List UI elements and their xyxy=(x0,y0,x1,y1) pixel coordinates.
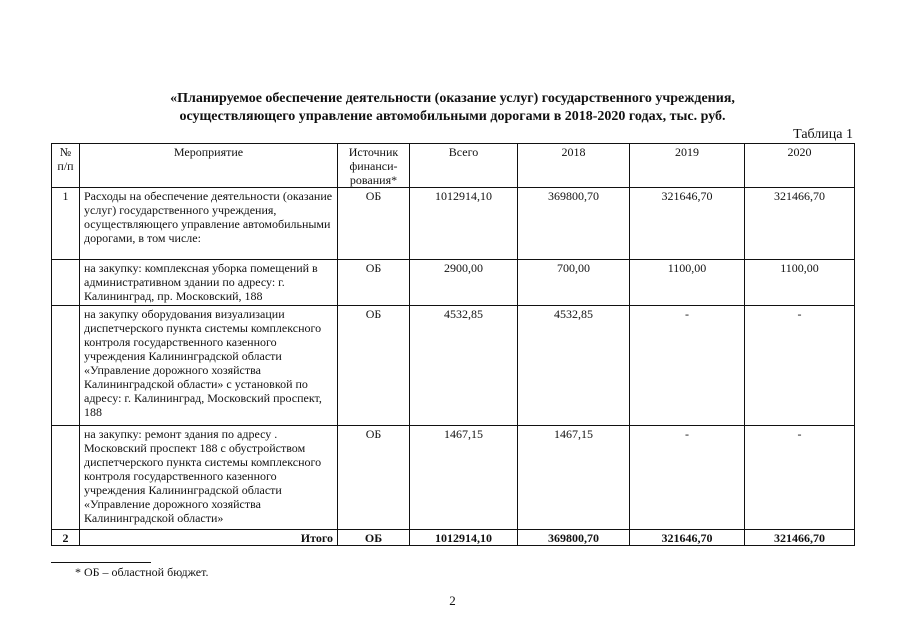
table-label: Таблица 1 xyxy=(793,127,853,142)
total-2020: 321466,70 xyxy=(745,530,855,546)
row-source: ОБ xyxy=(338,188,410,260)
header-num: № п/п xyxy=(52,144,80,188)
row-num xyxy=(52,426,80,530)
total-2019: 321646,70 xyxy=(630,530,745,546)
row-total: 2900,00 xyxy=(410,260,518,306)
row-event: Расходы на обеспечение деятельности (оказание услуг) государственного учреждения, осуществляющего управление автомобильными дорогами, в том числе: xyxy=(80,188,338,260)
row-2019: - xyxy=(630,306,745,426)
row-2018: 700,00 xyxy=(518,260,630,306)
document-title-line-1: «Планируемое обеспечение деятельности (оказание услуг) государственного учреждения, xyxy=(170,91,735,106)
total-label: Итого xyxy=(80,530,338,546)
row-source: ОБ xyxy=(338,306,410,426)
total-2018: 369800,70 xyxy=(518,530,630,546)
row-2020: - xyxy=(745,426,855,530)
header-source: Источник финанси-рования* xyxy=(338,144,410,188)
table-row xyxy=(52,188,855,260)
row-total: 4532,85 xyxy=(410,306,518,426)
row-2019: - xyxy=(630,426,745,530)
table-row xyxy=(52,426,855,530)
row-num: 1 xyxy=(52,188,80,260)
total-row xyxy=(52,530,855,546)
header-2019: 2019 xyxy=(630,144,745,188)
table-row xyxy=(52,260,855,306)
row-2020: 321466,70 xyxy=(745,188,855,260)
row-2020: 1100,00 xyxy=(745,260,855,306)
footnote: * ОБ – областной бюджет. xyxy=(75,565,209,579)
total-sum: 1012914,10 xyxy=(410,530,518,546)
row-source: ОБ xyxy=(338,260,410,306)
total-num: 2 xyxy=(52,530,80,546)
row-2019: 1100,00 xyxy=(630,260,745,306)
row-2019: 321646,70 xyxy=(630,188,745,260)
financing-table xyxy=(51,143,855,546)
table-header-row xyxy=(52,144,855,188)
header-2018: 2018 xyxy=(518,144,630,188)
total-source: ОБ xyxy=(338,530,410,546)
row-2020: - xyxy=(745,306,855,426)
row-total: 1467,15 xyxy=(410,426,518,530)
document-title-line-2: осуществляющего управление автомобильными дорогами в 2018-2020 годах, тыс. руб. xyxy=(179,109,726,124)
row-2018: 1467,15 xyxy=(518,426,630,530)
header-2020: 2020 xyxy=(745,144,855,188)
table-row xyxy=(52,306,855,426)
header-event: Мероприятие xyxy=(80,144,338,188)
row-num xyxy=(52,306,80,426)
row-event: на закупку: комплексная уборка помещений в административном здании по адресу: г. Калининград, пр. Московский, 188 xyxy=(80,260,338,306)
row-num xyxy=(52,260,80,306)
footnote-divider xyxy=(51,562,151,563)
row-event: на закупку: ремонт здания по адресу . Московский проспект 188 с обустройством диспетчерского пункта системы комплексного контроля государственного казенного учреждения Калининградской области «Управление дорожного хозяйства Калининградской области» xyxy=(80,426,338,530)
page-number: 2 xyxy=(449,593,456,608)
row-source: ОБ xyxy=(338,426,410,530)
header-total: Всего xyxy=(410,144,518,188)
row-total: 1012914,10 xyxy=(410,188,518,260)
row-event: на закупку оборудования визуализации диспетчерского пункта системы комплексного контроля государственного казенного учреждения Калининградской области «Управление дорожного хозяйства Калининградской области» с установкой по адресу: г. Калининград, Московский проспект, 188 xyxy=(80,306,338,426)
row-2018: 4532,85 xyxy=(518,306,630,426)
row-2018: 369800,70 xyxy=(518,188,630,260)
